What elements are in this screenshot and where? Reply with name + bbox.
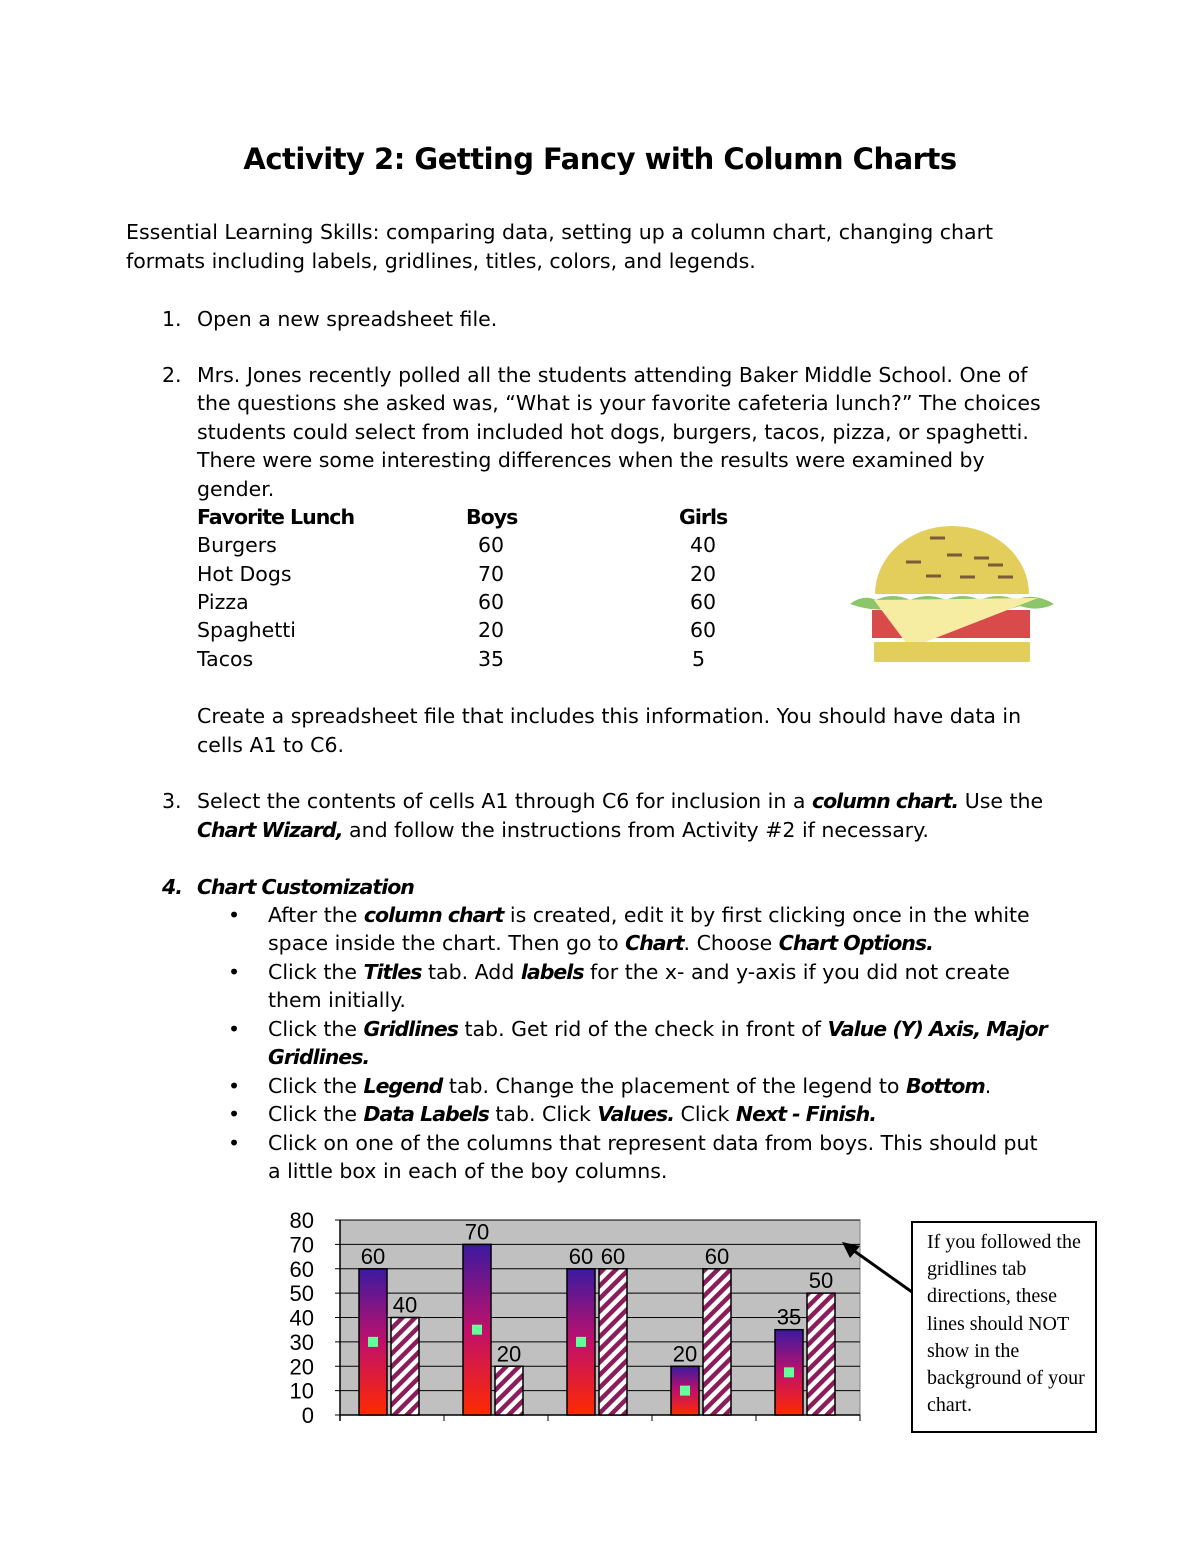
y-tick-label: 70	[289, 1232, 314, 1258]
table-cell: Burgers	[197, 533, 277, 557]
step1-number: 1.	[162, 307, 182, 331]
table-cell: Pizza	[197, 590, 249, 614]
data-label: 60	[600, 1243, 626, 1269]
step2-after-line-2: cells A1 to C6.	[197, 733, 345, 757]
table-cell: 60	[478, 533, 505, 557]
callout-note: If you followed the gridlines tab directions, these lines should NOT show in the background of your chart.	[911, 1221, 1097, 1433]
bullet-dot-icon: •	[228, 903, 241, 927]
data-label: 70	[464, 1219, 490, 1245]
table-cell: Tacos	[197, 647, 254, 671]
burger-bottom-bun	[874, 642, 1030, 662]
data-label: 35	[776, 1304, 802, 1330]
step4-bullet-6-line-2: a little box in each of the boy columns.	[268, 1159, 668, 1183]
table-cell: 20	[478, 618, 505, 642]
step2-line-4: There were some interesting differences when the results were examined by	[197, 448, 985, 472]
y-tick-label: 80	[289, 1208, 314, 1233]
y-tick-label: 40	[289, 1305, 314, 1331]
table-header-girls: Girls	[679, 505, 728, 529]
y-tick-label: 30	[289, 1329, 314, 1355]
table-cell: 60	[478, 590, 505, 614]
data-label: 20	[672, 1341, 698, 1367]
y-tick-label: 10	[289, 1378, 314, 1404]
table-cell: 20	[690, 562, 717, 586]
intro-line-1: Essential Learning Skills: comparing data, setting up a column chart, changing chart	[126, 220, 994, 244]
step4-bullet-1-line-2: space inside the chart. Then go to Chart. Choose Chart Options.	[268, 931, 933, 955]
page-title: Activity 2: Getting Fancy with Column Charts	[243, 142, 957, 176]
step4-bullet-6-line-1: Click on one of the columns that represent data from boys. This should put	[268, 1131, 1038, 1155]
table-cell: 40	[690, 533, 717, 557]
burger-top-bun	[875, 526, 1029, 594]
step1-text: Open a new spreadsheet file.	[197, 307, 498, 331]
data-label: 60	[704, 1243, 730, 1269]
selection-marker	[680, 1386, 690, 1396]
selection-marker	[784, 1367, 794, 1377]
step2-line-5: gender.	[197, 477, 275, 501]
column-chart	[270, 1205, 870, 1435]
bullet-dot-icon: •	[228, 1102, 241, 1126]
table-header-boys: Boys	[466, 505, 518, 529]
y-tick-label: 20	[289, 1354, 314, 1380]
bullet-dot-icon: •	[228, 1017, 241, 1041]
bar-girls	[599, 1269, 627, 1415]
bullet-dot-icon: •	[228, 1074, 241, 1098]
step4-bullet-2-line-1: Click the Titles tab. Add labels for the x- and y-axis if you did not create	[268, 960, 1010, 984]
selection-marker	[576, 1337, 586, 1347]
data-label: 60	[360, 1243, 386, 1269]
y-tick-label: 0	[301, 1403, 314, 1428]
bar-girls	[391, 1318, 419, 1416]
table-cell: 60	[690, 618, 717, 642]
step3-line-2: Chart Wizard, and follow the instructions from Activity #2 if necessary.	[197, 818, 929, 842]
step2-line-1: Mrs. Jones recently polled all the students attending Baker Middle School. One of	[197, 363, 1028, 387]
intro-line-2: formats including labels, gridlines, titles, colors, and legends.	[126, 249, 756, 273]
table-header-lunch: Favorite Lunch	[197, 505, 355, 529]
burger-icon	[848, 524, 1056, 664]
bullet-dot-icon: •	[228, 960, 241, 984]
table-cell: 60	[690, 590, 717, 614]
bar-girls	[703, 1269, 731, 1415]
step4-heading: Chart Customization	[197, 875, 414, 899]
arrow-icon	[838, 1238, 918, 1298]
table-cell: Spaghetti	[197, 618, 296, 642]
data-label: 60	[568, 1243, 594, 1269]
step4-bullet-3-line-1: Click the Gridlines tab. Get rid of the check in front of Value (Y) Axis, Major	[268, 1017, 1047, 1041]
step4-bullet-5: Click the Data Labels tab. Click Values. Click Next - Finish.	[268, 1102, 877, 1126]
step4-bullet-3-line-2: Gridlines.	[268, 1045, 370, 1069]
step4-bullet-2-line-2: them initially.	[268, 988, 406, 1012]
step2-line-3: students could select from included hot dogs, burgers, tacos, pizza, or spaghetti.	[197, 420, 1029, 444]
selection-marker	[368, 1337, 378, 1347]
bullet-dot-icon: •	[228, 1131, 241, 1155]
step4-bullet-1-line-1: After the column chart is created, edit it by first clicking once in the white	[268, 903, 1030, 927]
step3-number: 3.	[162, 789, 182, 813]
table-cell: 35	[478, 647, 505, 671]
y-tick-label: 60	[289, 1256, 314, 1282]
data-label: 40	[392, 1292, 418, 1318]
selection-marker	[472, 1325, 482, 1335]
bar-girls	[495, 1366, 523, 1415]
step4-number: 4.	[162, 875, 183, 899]
bar-girls	[807, 1293, 835, 1415]
data-label: 50	[808, 1268, 834, 1294]
step3-line-1: Select the contents of cells A1 through C6 for inclusion in a column chart. Use the	[197, 789, 1044, 813]
y-tick-label: 50	[289, 1281, 314, 1307]
table-cell: 70	[478, 562, 505, 586]
step2-line-2: the questions she asked was, “What is your favorite cafeteria lunch?” The choices	[197, 391, 1041, 415]
table-cell: Hot Dogs	[197, 562, 292, 586]
data-label: 20	[496, 1341, 522, 1367]
step2-number: 2.	[162, 363, 182, 387]
step2-after-line-1: Create a spreadsheet file that includes this information. You should have data in	[197, 704, 1022, 728]
step4-bullet-4: Click the Legend tab. Change the placement of the legend to Bottom.	[268, 1074, 992, 1098]
table-cell: 5	[692, 647, 706, 671]
